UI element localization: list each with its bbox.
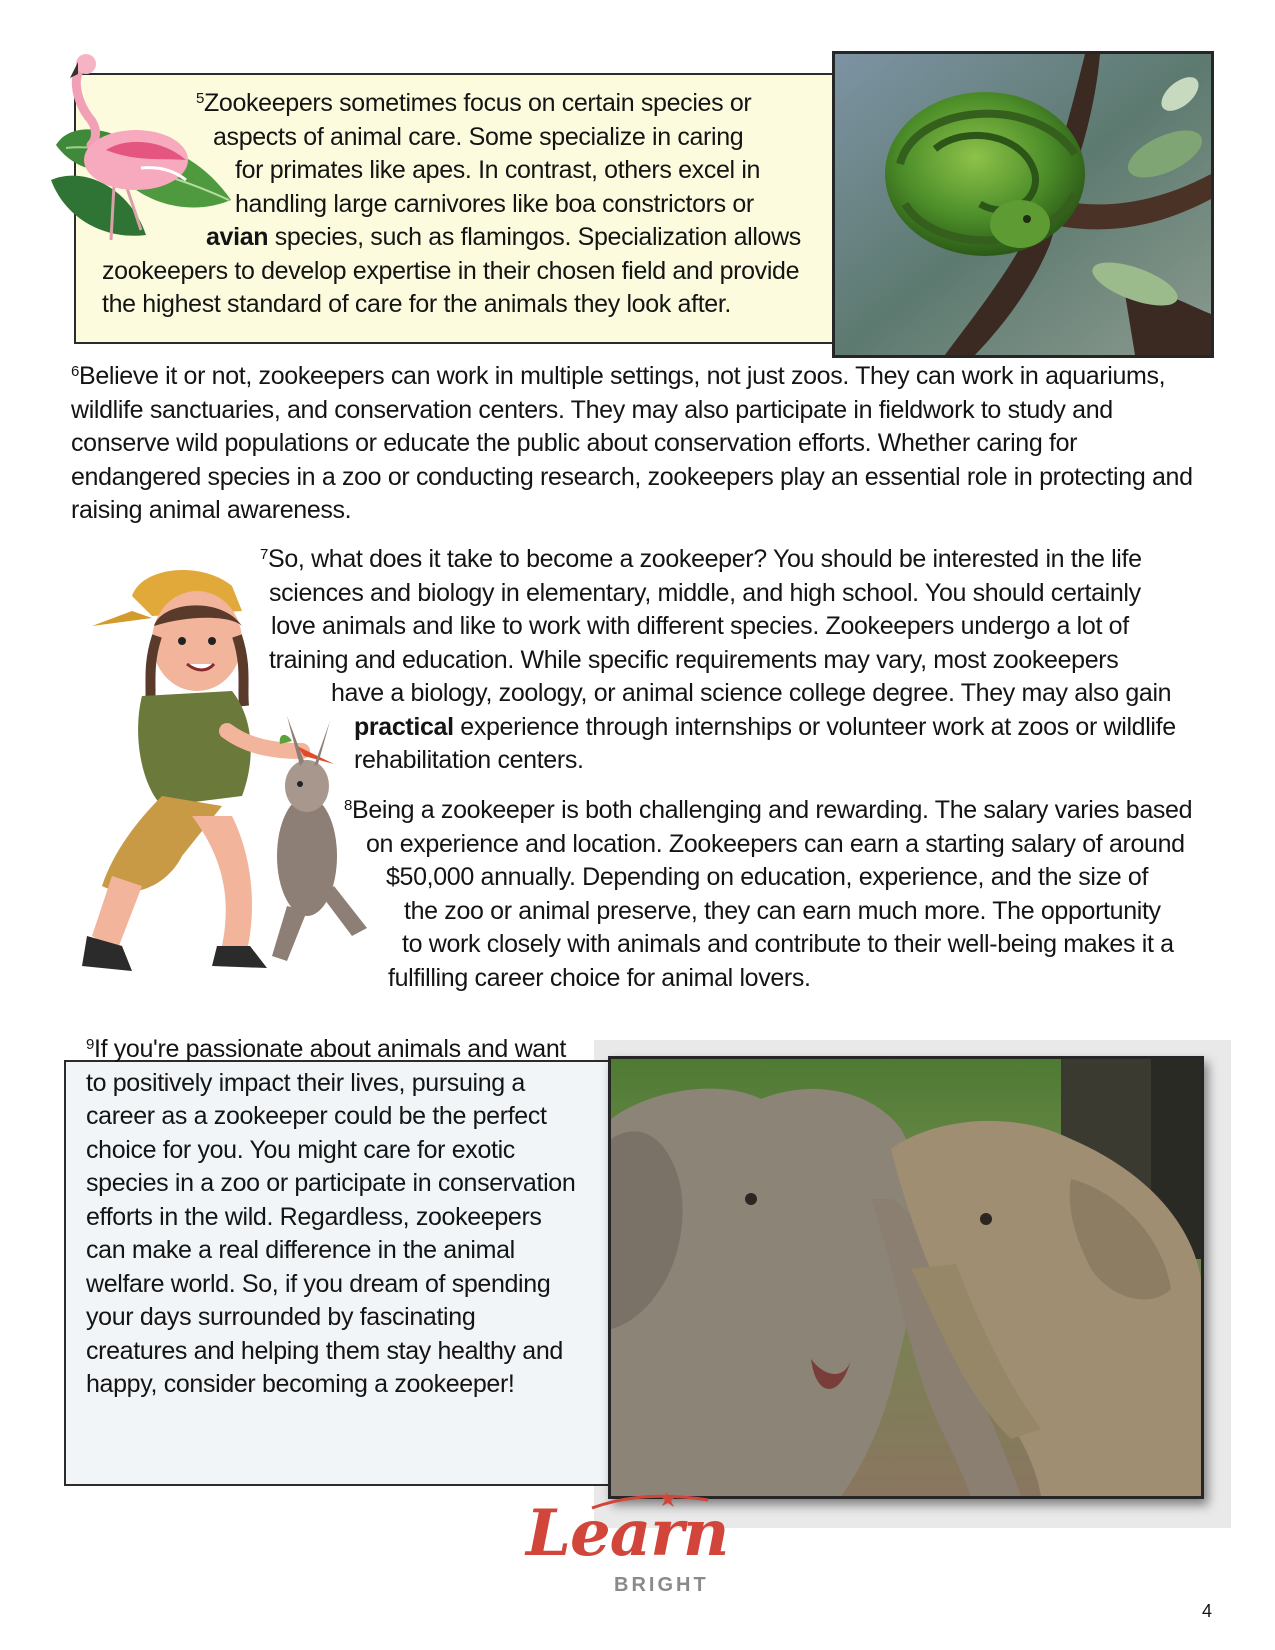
paragraph-8-line-3: $50,000 annually. Depending on education, experience, and the size of [386,863,1149,891]
paragraph-7-line-5: have a biology, zoology, or animal science college degree. They may also gain [331,679,1172,707]
paragraph-9-line-10: creatures and helping them stay healthy and [86,1337,563,1365]
paragraph-9-line-2: to positively impact their lives, pursuing a [86,1069,525,1097]
learn-bright-logo [520,1488,750,1608]
paragraph-8-line-1: $^8$Being a zookeeper is both challenging and rewarding. The salary varies based [344,796,1193,824]
paragraph-6-line-5: raising animal awareness. [71,496,352,524]
paragraph-8-line-6: fulfilling career choice for animal lovers. [388,964,811,992]
paragraph-5-line-4: handling large carnivores like boa constrictors or [235,190,754,218]
paragraph-9-line-9: your days surrounded by fascinating [86,1303,476,1331]
page-number: 4 [1202,1601,1213,1621]
paragraph-7-line-7: rehabilitation centers. [354,746,584,774]
paragraph-5-line-3: for primates like apes. In contrast, others excel in [235,156,761,184]
vocab-avian: avian [206,223,269,251]
paragraph-7-line-3: love animals and like to work with different species. Zookeepers undergo a lot of [271,612,1129,640]
paragraph-6-line-2: wildlife sanctuaries, and conservation centers. They may also participate in fieldwork to study and [71,396,1113,424]
paragraph-5-line-5: avian species, such as flamingos. Specialization allows [206,223,801,251]
paragraph-9-line-11: happy, consider becoming a zookeeper! [86,1370,515,1398]
paragraph-9-line-8: welfare world. So, if you dream of spending [86,1270,551,1298]
paragraph-5-line-2: aspects of animal care. Some specialize in caring [213,123,744,151]
paragraph-5-line-1: $^5$Zookeepers sometimes focus on certain species or [196,89,752,117]
vocab-practical: practical [354,713,454,741]
paragraph-5-line-7: the highest standard of care for the animals they look after. [102,290,732,318]
paragraph-8-line-2: on experience and location. Zookeepers can earn a starting salary of around [366,830,1185,858]
paragraph-9-line-7: can make a real difference in the animal [86,1236,515,1264]
elephants-photo [608,1056,1204,1499]
paragraph-6-line-4: endangered species in a zoo or conducting research, zookeepers play an essential role in protecting and [71,463,1193,491]
green-tree-python-photo [832,51,1214,358]
paragraph-7-line-6: practical experience through internships or volunteer work at zoos or wildlife [354,713,1176,741]
paragraph-9-line-3: career as a zookeeper could be the perfect [86,1102,547,1130]
paragraph-6-line-3: conserve wild populations or educate the public about conservation efforts. Whether caring for [71,429,1078,457]
paragraph-5-line-6: zookeepers to develop expertise in their chosen field and provide [102,257,800,285]
paragraph-7-line-4: training and education. While specific requirements may vary, most zookeepers [269,646,1119,674]
paragraph-7-line-2: sciences and biology in elementary, middle, and high school. You should certainly [269,579,1141,607]
paragraph-8-line-5: to work closely with animals and contribute to their well-being makes it a [402,930,1174,958]
paragraph-9-line-5: species in a zoo or participate in conservation [86,1169,576,1197]
paragraph-8-line-4: the zoo or animal preserve, they can earn much more. The opportunity [404,897,1161,925]
paragraph-6-line-1: $^6$Believe it or not, zookeepers can work in multiple settings, not just zoos. They can work in aquariums, [71,362,1166,390]
logo-wordmark: Learn [526,1496,729,1571]
paragraph-9-line-1: $^9$If you're passionate about animals and want [86,1035,566,1063]
logo-subtitle: BRIGHT [614,1574,709,1596]
paragraph-9-line-6: efforts in the wild. Regardless, zookeepers [86,1203,542,1231]
paragraph-9-line-4: choice for you. You might care for exotic [86,1136,515,1164]
paragraph-7-line-1: $^7$So, what does it take to become a zookeeper? You should be interested in the life [260,545,1142,573]
